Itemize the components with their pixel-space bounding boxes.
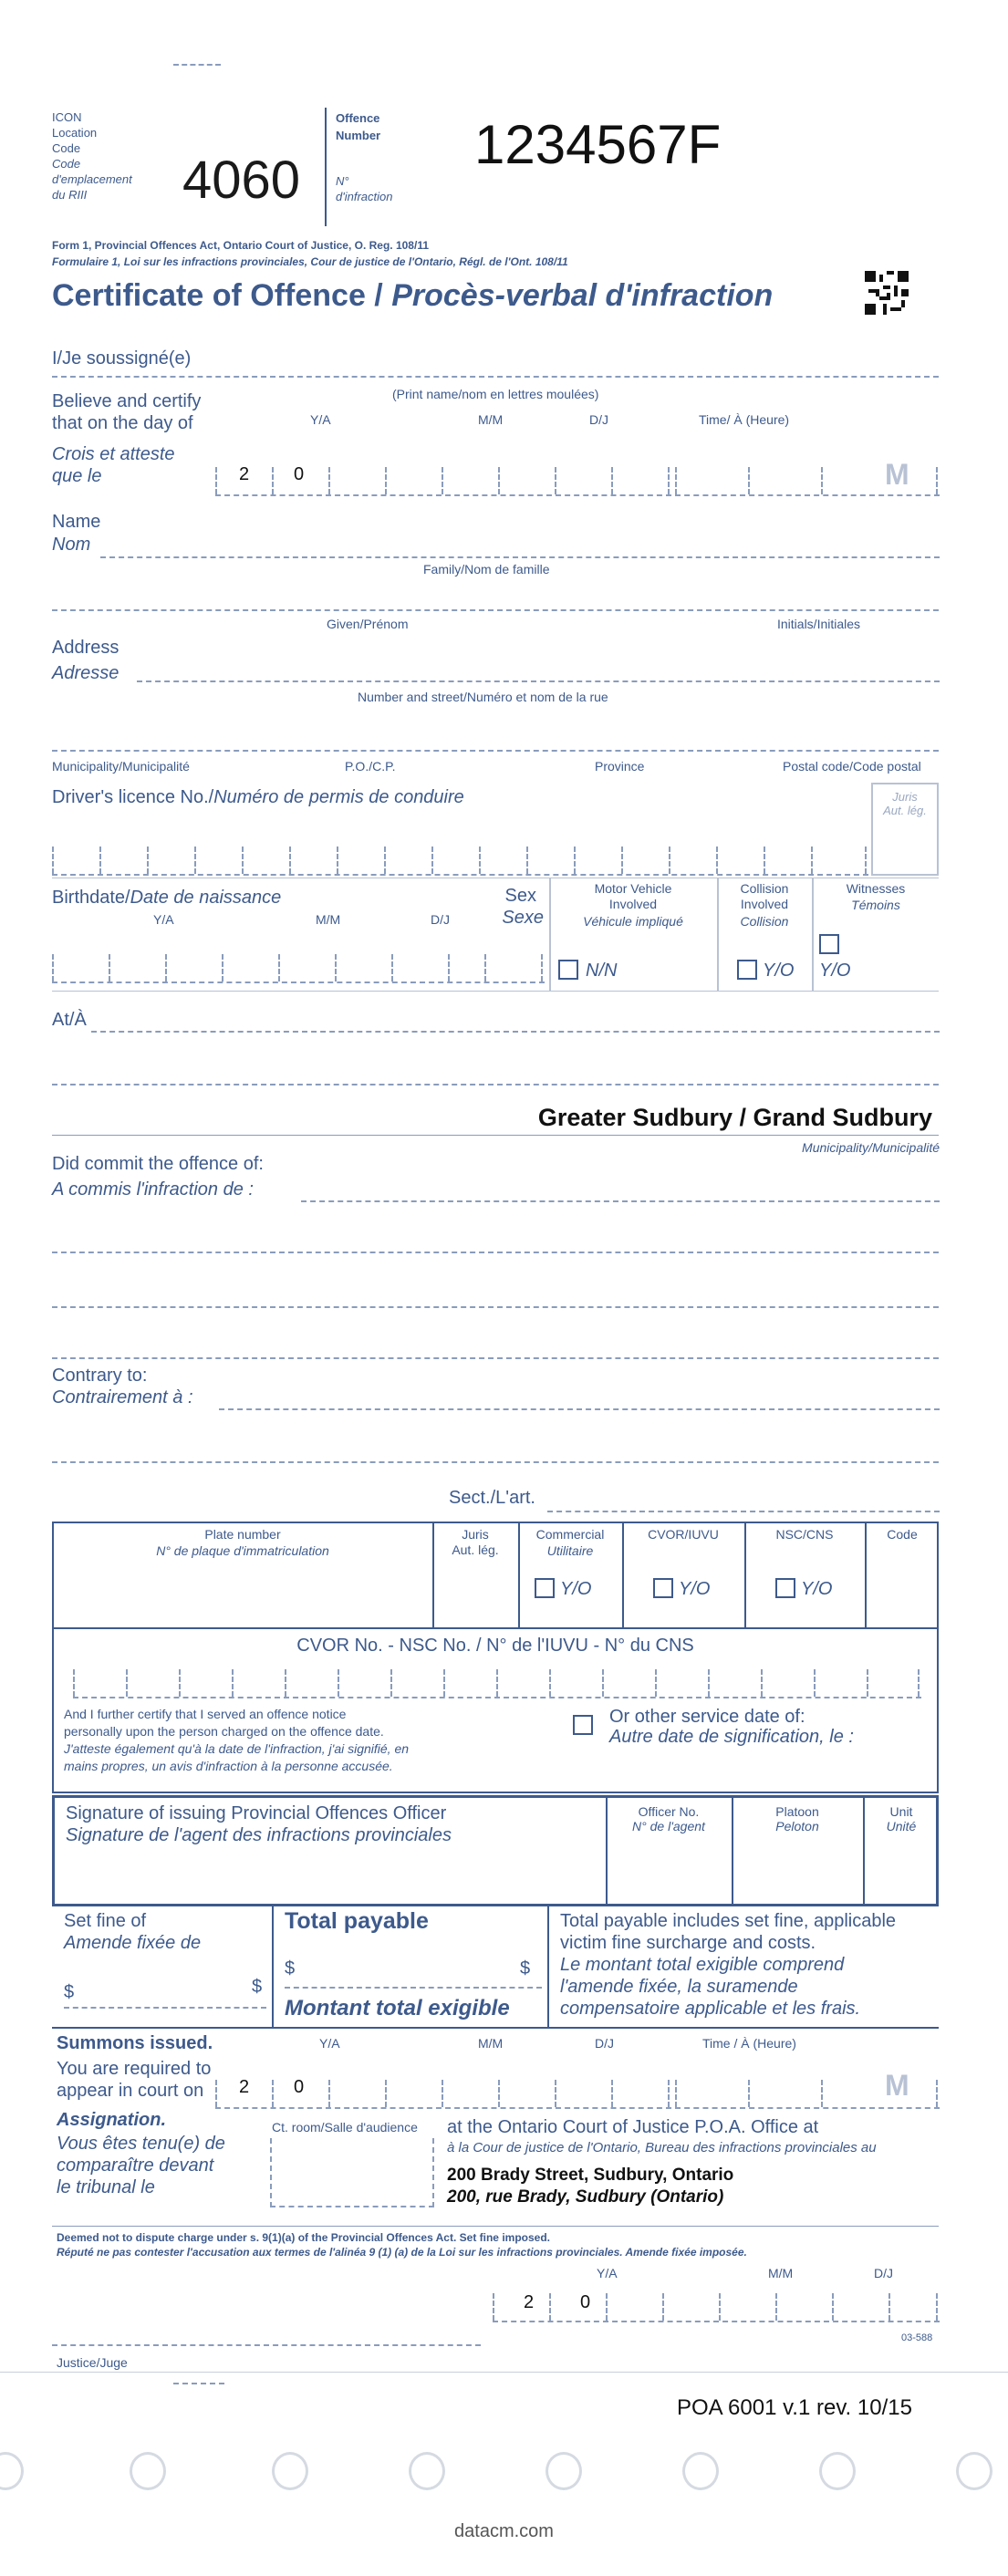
commit-label-fr: A commis l'infraction de : <box>52 1179 254 1200</box>
perforation-hole <box>819 2452 856 2490</box>
icon-label-fr: Code d'emplacement du RIII <box>52 157 132 202</box>
officer-number-label-fr: N° de l'agent <box>632 1819 705 1833</box>
birth-year-label: Y/A <box>153 912 174 927</box>
address-label-fr: Adresse <box>52 663 120 683</box>
court-date-field[interactable] <box>215 2076 671 2109</box>
court-address-fr: 200, rue Brady, Sudbury (Ontario) <box>447 2187 724 2207</box>
print-name-label: (Print name/nom en lettres moulées) <box>392 387 599 401</box>
given-name-label: Given/Prénom <box>327 617 409 631</box>
deemed-date-field[interactable] <box>493 2290 940 2322</box>
deemed-rule <box>52 2226 939 2227</box>
offence-description-line-2[interactable] <box>52 1252 939 1253</box>
municipality-label: Municipality/Municipalité <box>52 759 190 774</box>
other-service-label-fr: Autre date de signification, le : <box>609 1727 854 1747</box>
platoon-label: Platoon <box>775 1804 819 1819</box>
motor-vehicle-option: N/N <box>586 961 618 981</box>
street-line[interactable] <box>137 680 940 682</box>
undersigned-label: I/Je soussigné(e) <box>52 348 192 369</box>
deemed-line-fr: Réputé ne pas contester l'accusation aux termes de l'alinéa 9 (1) (a) de la Loi sur les infractions provinciales. Amende fixée imposée. <box>57 2246 747 2259</box>
tear-line <box>0 2372 1008 2373</box>
other-service-label-en: Or other service date of: <box>609 1707 805 1727</box>
municipality-line[interactable] <box>52 750 939 752</box>
summons-required-label: You are required to appear in court on <box>57 2059 212 2101</box>
witnesses-label-fr: Témoins <box>851 898 900 912</box>
perforation-hole <box>409 2452 445 2490</box>
commercial-option: Y/O <box>560 1579 592 1599</box>
offence-year-digit-2: 2 <box>239 464 250 484</box>
believe-label-en: Believe and certify that on the day of <box>52 391 202 433</box>
licence-label-en: Driver's licence No./ <box>52 787 214 807</box>
total-note-en: Total payable includes set fine, applicable victim fine surcharge and costs. <box>560 1911 897 1953</box>
commercial-label: Commercial <box>535 1527 605 1542</box>
title-en: Certificate of Offence / <box>52 278 392 313</box>
veh-mid-rule <box>52 1627 939 1629</box>
total-note-fr: Le montant total exigible comprend l'amende fixée, la suramende compensatoire applicable et les frais. <box>560 1955 861 2019</box>
initials-label: Initials/Initiales <box>777 617 861 631</box>
municipality-rule <box>52 1135 939 1136</box>
total-payable-dollar: $ <box>285 1958 296 1979</box>
service-certify-en: And I further certify that I served an offence notice personally upon the person charged on the offence date. <box>64 1707 384 1739</box>
perforation-hole <box>272 2452 308 2490</box>
court-meridiem: M <box>885 2069 909 2102</box>
nsc-option: Y/O <box>801 1579 833 1599</box>
name-line <box>52 376 939 378</box>
offence-description-line-3[interactable] <box>52 1306 939 1308</box>
commercial-label-fr: Utilitaire <box>546 1543 594 1558</box>
fine-sep-1 <box>272 1906 274 2027</box>
deemed-day-label: D/J <box>874 2266 893 2280</box>
assignation-label: Assignation. <box>57 2110 167 2130</box>
fine-sep-2 <box>547 1906 549 2027</box>
perforation-hole <box>956 2452 992 2490</box>
family-name-line[interactable] <box>100 556 940 558</box>
unit-label-fr: Unité <box>886 1819 917 1833</box>
perforation-hole <box>0 2452 24 2490</box>
street-label: Number and street/Numéro et nom de la rue <box>358 690 608 704</box>
courtroom-field[interactable] <box>270 2138 434 2207</box>
birth-month-label: M/M <box>316 912 341 927</box>
officer-signature-label-en: Signature of issuing Provincial Offences Officer <box>66 1803 447 1823</box>
set-fine-amount-line[interactable] <box>64 2007 266 2009</box>
court-address-en: 200 Brady Street, Sudbury, Ontario <box>447 2166 734 2185</box>
licence-label-fr: Numéro de permis de conduire <box>213 787 464 807</box>
family-name-label: Family/Nom de famille <box>423 562 550 576</box>
at-location-line-2[interactable] <box>52 1084 939 1085</box>
commit-label-en: Did commit the offence of: <box>52 1154 264 1174</box>
court-year-digit-0: 0 <box>294 2077 305 2097</box>
court-month-label: M/M <box>478 2036 504 2051</box>
nsc-label: NSC/CNS <box>775 1527 834 1542</box>
offence-description-line-4[interactable] <box>52 1357 939 1359</box>
witnesses-option: Y/O <box>819 961 851 981</box>
address-label-en: Address <box>52 638 120 658</box>
code-label: Code <box>887 1527 918 1542</box>
cvor-label: CVOR/IUVU <box>648 1527 719 1542</box>
court-day-label: D/J <box>595 2036 614 2051</box>
qr-code-icon <box>865 270 909 316</box>
postal-code-label: Postal code/Code postal <box>783 759 921 774</box>
collision-label-fr: Collision <box>740 914 789 929</box>
offence-date-field[interactable] <box>215 463 671 496</box>
vehicle-juris-label: Juris Aut. lég. <box>452 1527 499 1557</box>
sex-label: Sex <box>504 886 536 906</box>
contrary-line-2[interactable] <box>52 1461 939 1463</box>
court-office-label-fr: à la Cour de justice de l'Ontario, Bureau des infractions provinciales au <box>447 2140 877 2155</box>
plate-label-en: Plate number <box>204 1527 281 1542</box>
offence-year-label: Y/A <box>310 412 331 427</box>
form-line-fr: Formulaire 1, Loi sur les infractions provinciales, Cour de justice de l'Ontario, Régl. de l'Ont. 108/11 <box>52 255 568 268</box>
summons-issued-label: Summons issued. <box>57 2033 213 2053</box>
form-code: POA 6001 v.1 rev. 10/15 <box>677 2395 912 2420</box>
deemed-month-label: M/M <box>768 2266 794 2280</box>
commercial-checkbox[interactable] <box>535 1578 555 1598</box>
po-label: P.O./C.P. <box>345 759 396 774</box>
cvor-option: Y/O <box>679 1579 711 1599</box>
at-label: At/À <box>52 1010 87 1030</box>
site-footer: datacm.com <box>454 2521 554 2541</box>
cvor-checkbox[interactable] <box>653 1578 673 1598</box>
birthdate-label-en: Birthdate/ <box>52 888 130 908</box>
icon-label-en: ICON Location Code <box>52 110 98 155</box>
motor-vehicle-checkbox[interactable] <box>558 960 578 980</box>
offence-number: 1234567F <box>474 114 722 175</box>
deemed-line-en: Deemed not to dispute charge under s. 9(1)(a) of the Provincial Offences Act. Set fine imposed. <box>57 2231 550 2244</box>
motor-vehicle-label: Motor Vehicle Involved <box>594 881 672 911</box>
perforation-hole <box>130 2452 166 2490</box>
perforation-hole <box>682 2452 719 2490</box>
court-time-label: Time / À (Heure) <box>702 2036 796 2051</box>
court-year-label: Y/A <box>319 2036 340 2051</box>
header-divider <box>325 108 327 226</box>
offence-day-label: D/J <box>589 412 608 427</box>
perforation-hole <box>546 2452 582 2490</box>
collision-option: Y/O <box>763 961 795 981</box>
set-fine-dollar: $ <box>64 1982 75 2002</box>
set-fine-label-en: Set fine of <box>64 1911 147 1931</box>
licence-juris-label: Juris Aut. lég. <box>883 790 927 817</box>
collision-label: Collision Involved <box>740 881 789 911</box>
court-office-label-en: at the Ontario Court of Justice P.O.A. Office at <box>447 2117 819 2137</box>
top-dash-mark <box>173 64 221 66</box>
offence-meridiem: M <box>885 458 909 491</box>
offence-month-label: M/M <box>478 412 504 427</box>
offence-year-digit-0: 0 <box>294 464 305 484</box>
contrary-label-en: Contrary to: <box>52 1366 148 1386</box>
birthdate-label <box>52 887 281 909</box>
title-fr: Procès-verbal d'infraction <box>391 278 774 313</box>
collision-checkbox[interactable] <box>737 960 757 980</box>
offence-label-fr: N° d'infraction <box>336 174 393 203</box>
icon-location-code: 4060 <box>182 151 301 210</box>
sex-label-fr: Sexe <box>502 908 544 928</box>
nsc-checkbox[interactable] <box>775 1578 795 1598</box>
deemed-year-digit-0: 0 <box>580 2292 591 2312</box>
contrary-line-1[interactable] <box>219 1408 940 1410</box>
municipality-label: Municipality/Municipalité <box>802 1140 940 1155</box>
offence-description-line-1[interactable] <box>301 1200 940 1202</box>
offence-label-en: Offence Number <box>336 111 381 142</box>
cvor-number-label: CVOR No. - NSC No. / N° de l'IUVU - N° du CNS <box>296 1636 694 1656</box>
officer-number-label: Officer No. <box>638 1804 700 1819</box>
fine-bottom-rule <box>52 2027 939 2029</box>
witnesses-label: Witnesses <box>846 881 906 896</box>
form-line-en: Form 1, Provincial Offences Act, Ontario Court of Justice, O. Reg. 108/11 <box>52 239 430 252</box>
service-certify-fr: J'atteste également qu'à la date de l'infraction, j'ai signifié, en mains propres, un avis d'infraction à la personne accusée. <box>64 1741 410 1773</box>
set-fine-dollar-right: $ <box>252 1977 263 1997</box>
offence-time-label: Time/ À (Heure) <box>699 412 790 427</box>
contrary-label-fr: Contrairement à : <box>52 1387 193 1407</box>
total-payable-dollar-right: $ <box>520 1958 531 1979</box>
total-payable-amount-line[interactable] <box>285 1987 542 1989</box>
section-label: Sect./L'art. <box>449 1488 535 1508</box>
birth-day-label: D/J <box>431 912 450 927</box>
deemed-year-label: Y/A <box>597 2266 618 2280</box>
municipality-value: Greater Sudbury / Grand Sudbury <box>537 1104 932 1131</box>
name-label-en: Name <box>52 512 101 532</box>
form-title <box>52 278 773 314</box>
given-name-line[interactable] <box>52 609 939 611</box>
court-year-digit-2: 2 <box>239 2077 250 2097</box>
motor-vehicle-label-fr: Véhicule impliqué <box>583 914 683 929</box>
bottom-dash-mark <box>173 2383 224 2384</box>
courtroom-label: Ct. room/Salle d'audience <box>272 2120 418 2135</box>
birth-bottom-rule <box>52 991 939 992</box>
cvor-number-field[interactable] <box>73 1666 921 1698</box>
province-label: Province <box>595 759 645 774</box>
justice-label: Justice/Juge <box>57 2355 128 2370</box>
birthdate-field[interactable] <box>52 950 545 983</box>
assignation-label-fr: Vous êtes tenu(e) de comparaître devant le tribunal le <box>57 2134 225 2197</box>
deemed-year-digit-2: 2 <box>524 2292 535 2312</box>
believe-label-fr: Crois et atteste que le <box>52 444 175 486</box>
other-service-checkbox[interactable] <box>573 1715 593 1735</box>
set-fine-label-fr: Amende fixée de <box>64 1933 202 1953</box>
at-location-line[interactable] <box>91 1031 940 1033</box>
section-line[interactable] <box>547 1511 940 1512</box>
stub-code: 03-588 <box>901 2332 933 2343</box>
officer-signature-label-fr: Signature de l'agent des infractions provinciales <box>66 1825 452 1845</box>
name-label-fr: Nom <box>52 535 91 555</box>
total-payable-label-fr: Montant total exigible <box>285 1996 510 2020</box>
licence-number-field[interactable] <box>52 843 868 876</box>
witnesses-checkbox[interactable] <box>819 934 839 954</box>
plate-label-fr: N° de plaque d'immatriculation <box>156 1543 329 1558</box>
justice-signature-line[interactable] <box>52 2344 481 2346</box>
birthdate-label-fr: Date de naissance <box>130 888 282 908</box>
platoon-label-fr: Peloton <box>775 1819 819 1833</box>
total-payable-label: Total payable <box>285 1908 429 1934</box>
licence-label <box>52 786 464 808</box>
unit-label: Unit <box>889 1804 913 1819</box>
